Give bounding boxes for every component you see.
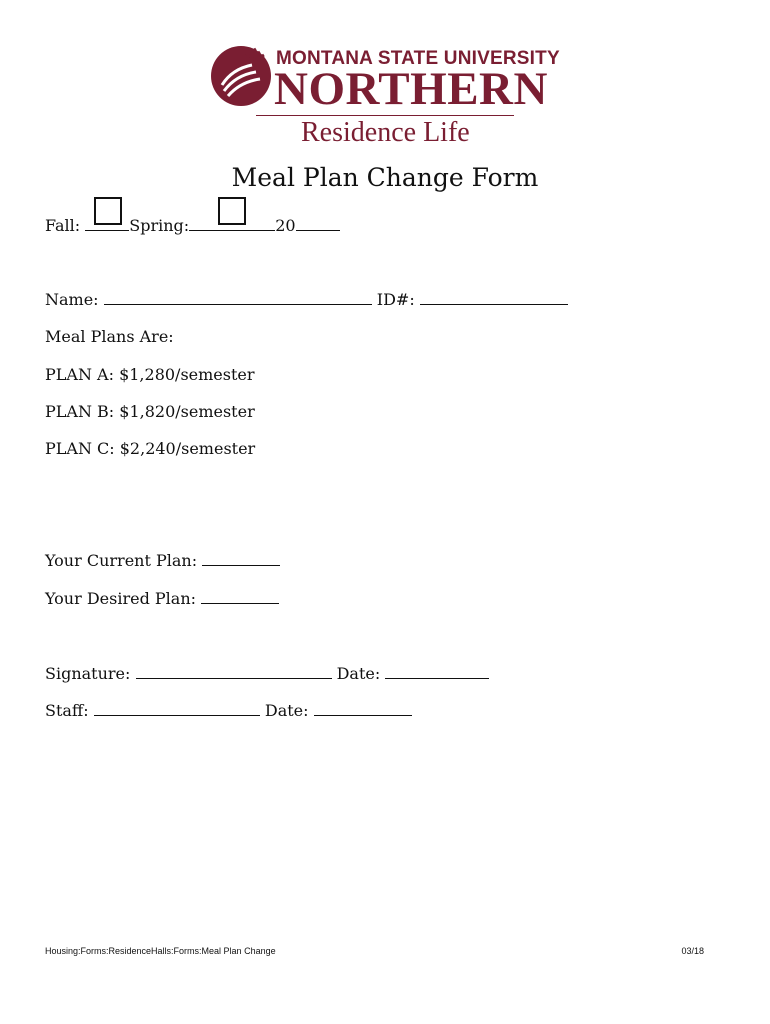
name-label: Name: — [45, 290, 99, 309]
spring-label: Spring: — [129, 216, 190, 235]
desired-plan-row — [45, 589, 279, 609]
current-plan-field[interactable] — [202, 551, 280, 566]
staff-row — [45, 701, 412, 721]
desired-plan-field[interactable] — [201, 589, 279, 604]
form-title-text: Meal Plan Change Form — [231, 163, 539, 192]
logo-campus-name: NORTHERN — [274, 63, 548, 115]
fall-label: Fall: — [45, 216, 81, 235]
year-blank[interactable] — [296, 216, 340, 231]
staff-date-label: Date: — [264, 701, 309, 720]
plan-b: PLAN B: $1,820/semester — [45, 402, 255, 421]
fall-checkbox[interactable] — [94, 197, 122, 225]
logo-university-name: MONTANA STATE UNIVERSITY — [276, 48, 560, 69]
current-plan-label: Your Current Plan: — [45, 551, 198, 570]
signature-date-field[interactable] — [385, 664, 489, 679]
desired-plan-label: Your Desired Plan: — [45, 589, 197, 608]
signature-field[interactable] — [136, 664, 332, 679]
form-title — [0, 163, 770, 192]
university-logo — [210, 45, 560, 150]
staff-field[interactable] — [94, 701, 260, 716]
plan-a: PLAN A: $1,280/semester — [45, 365, 255, 384]
logo-department: Residence Life — [301, 117, 470, 148]
logo-divider — [256, 115, 514, 116]
spring-checkbox[interactable] — [218, 197, 246, 225]
term-row — [45, 216, 340, 236]
signature-row — [45, 664, 489, 684]
id-field[interactable] — [420, 290, 568, 305]
plan-c: PLAN C: $2,240/semester — [45, 439, 256, 458]
plans-heading: Meal Plans Are: — [45, 327, 174, 346]
footer-document-path: Housing:Forms:ResidenceHalls:Forms:Meal Plan Change — [45, 946, 276, 956]
staff-date-field[interactable] — [314, 701, 412, 716]
current-plan-row — [45, 551, 280, 571]
staff-label: Staff: — [45, 701, 89, 720]
name-field[interactable] — [104, 290, 372, 305]
footer-revision: 03/18 — [681, 946, 704, 956]
id-label: ID#: — [376, 290, 415, 309]
year-prefix: 20 — [275, 216, 296, 235]
msun-logo-mark-icon — [210, 45, 272, 107]
signature-label: Signature: — [45, 664, 131, 683]
name-id-row — [45, 290, 568, 310]
signature-date-label: Date: — [336, 664, 381, 683]
